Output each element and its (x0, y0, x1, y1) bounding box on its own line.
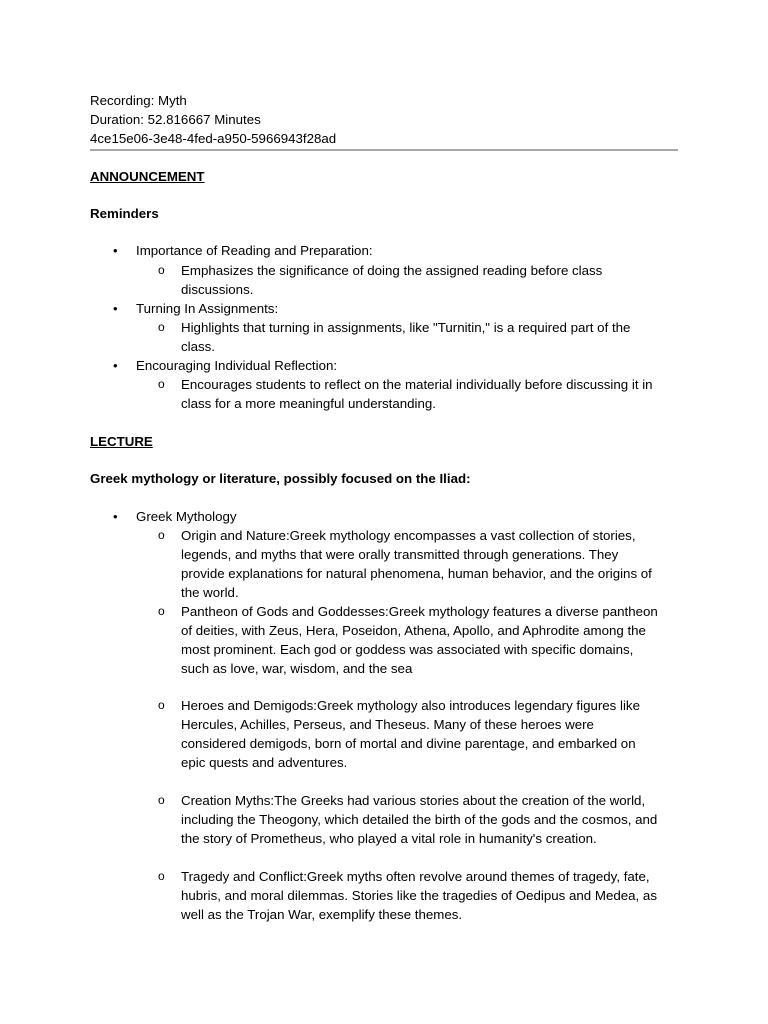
bullet-marker: • (113, 243, 118, 258)
recording-id: 4ce15e06-3e48-4fed-a950-5966943f28ad (90, 131, 337, 146)
reminders-heading: Reminders (90, 206, 159, 221)
sub-bullet-marker: o (158, 869, 165, 883)
lecture-subitem-text: the world. (181, 585, 239, 600)
lecture-subitem-text: the story of Prometheus, who played a vital role in humanity's creation. (181, 831, 597, 846)
lecture-subitem-text: epic quests and adventures. (181, 755, 348, 770)
lecture-subitem-text: considered demigods, born of mortal and divine parentage, and embarked on (181, 736, 636, 751)
bullet-marker: • (113, 358, 118, 373)
reminder-item-label: Encouraging Individual Reflection: (136, 358, 338, 373)
sub-bullet-marker: o (158, 263, 165, 277)
sub-bullet-marker: o (158, 604, 165, 618)
reminder-item-label: Turning In Assignments: (136, 301, 279, 316)
lecture-subitem-text: Pantheon of Gods and Goddesses:Greek mythology features a diverse pantheon (181, 604, 658, 619)
sub-bullet-marker: o (158, 320, 165, 334)
reminder-item-label: Importance of Reading and Preparation: (136, 243, 373, 258)
lecture-heading: LECTURE (90, 434, 153, 449)
lecture-subitem-text: Origin and Nature:Greek mythology encompasses a vast collection of stories, (181, 528, 636, 543)
lecture-subitem-text: including the Theogony, which detailed the birth of the gods and the cosmos, and (181, 812, 658, 827)
lecture-subitem-text: well as the Trojan War, exemplify these themes. (181, 907, 463, 922)
bullet-marker: • (113, 509, 118, 524)
reminder-subitem-text: Encourages students to reflect on the material individually before discussing it in (181, 377, 653, 392)
lecture-subitem-text: provide explanations for natural phenomena, human behavior, and the origins of (181, 566, 652, 581)
announcement-heading: ANNOUNCEMENT (90, 169, 205, 184)
lecture-subitem-text: of deities, with Zeus, Hera, Poseidon, Athena, Apollo, and Aphrodite among the (181, 623, 646, 638)
lecture-subheading: Greek mythology or literature, possibly focused on the Iliad: (90, 471, 471, 486)
reminder-subitem-text: class for a more meaningful understanding. (181, 396, 436, 411)
header-divider (90, 149, 678, 151)
lecture-subitem-text: Tragedy and Conflict:Greek myths often revolve around themes of tragedy, fate, (181, 869, 650, 884)
reminder-subitem-text: Highlights that turning in assignments, like "Turnitin," is a required part of the (181, 320, 631, 335)
sub-bullet-marker: o (158, 698, 165, 712)
lecture-subitem-text: most prominent. Each god or goddess was associated with specific domains, (181, 642, 634, 657)
recording-title: Recording: Myth (90, 93, 187, 108)
sub-bullet-marker: o (158, 528, 165, 542)
sub-bullet-marker: o (158, 377, 165, 391)
lecture-subitem-text: Creation Myths:The Greeks had various stories about the creation of the world, (181, 793, 646, 808)
reminder-subitem-text: discussions. (181, 282, 254, 297)
recording-duration: Duration: 52.816667 Minutes (90, 112, 261, 127)
lecture-subitem-text: legends, and myths that were orally transmitted through generations. They (181, 547, 619, 562)
bullet-marker: • (113, 301, 118, 316)
reminder-subitem-text: Emphasizes the significance of doing the assigned reading before class (181, 263, 603, 278)
lecture-subitem-text: such as love, war, wisdom, and the sea (181, 661, 413, 676)
lecture-subitem-text: Hercules, Achilles, Perseus, and Theseus. Many of these heroes were (181, 717, 594, 732)
sub-bullet-marker: o (158, 793, 165, 807)
reminder-subitem-text: class. (181, 339, 215, 354)
lecture-bullet-label: Greek Mythology (136, 509, 237, 524)
lecture-subitem-text: Heroes and Demigods:Greek mythology also introduces legendary figures like (181, 698, 640, 713)
lecture-subitem-text: hubris, and moral dilemmas. Stories like the tragedies of Oedipus and Medea, as (181, 888, 657, 903)
